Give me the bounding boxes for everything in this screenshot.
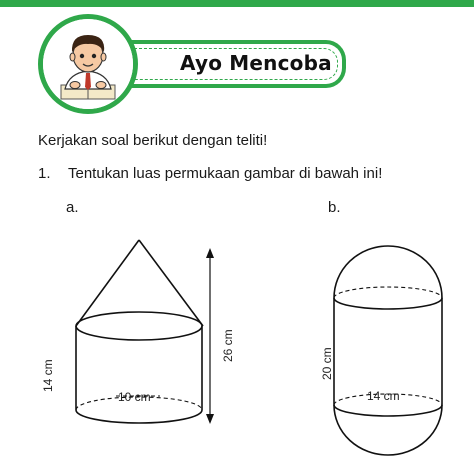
banner-title: Ayo Mencoba bbox=[180, 51, 332, 75]
figure-a-diameter: 10 cm bbox=[118, 390, 151, 404]
figure-b-diameter: 14 cm bbox=[367, 389, 400, 403]
figure-a-cylinder-height: 14 cm bbox=[41, 359, 55, 392]
figure-b-label: b. bbox=[328, 199, 341, 216]
figure-a-total-height: 26 cm bbox=[221, 329, 235, 362]
question-text: Tentukan luas permukaan gambar di bawah ini! bbox=[68, 165, 383, 182]
question-number: 1. bbox=[38, 165, 51, 182]
figure-a-label: a. bbox=[66, 199, 79, 216]
figure-b-height: 20 cm bbox=[320, 347, 334, 380]
instruction-text: Kerjakan soal berikut dengan teliti! bbox=[38, 132, 268, 149]
figure-b-capsule bbox=[334, 246, 442, 455]
